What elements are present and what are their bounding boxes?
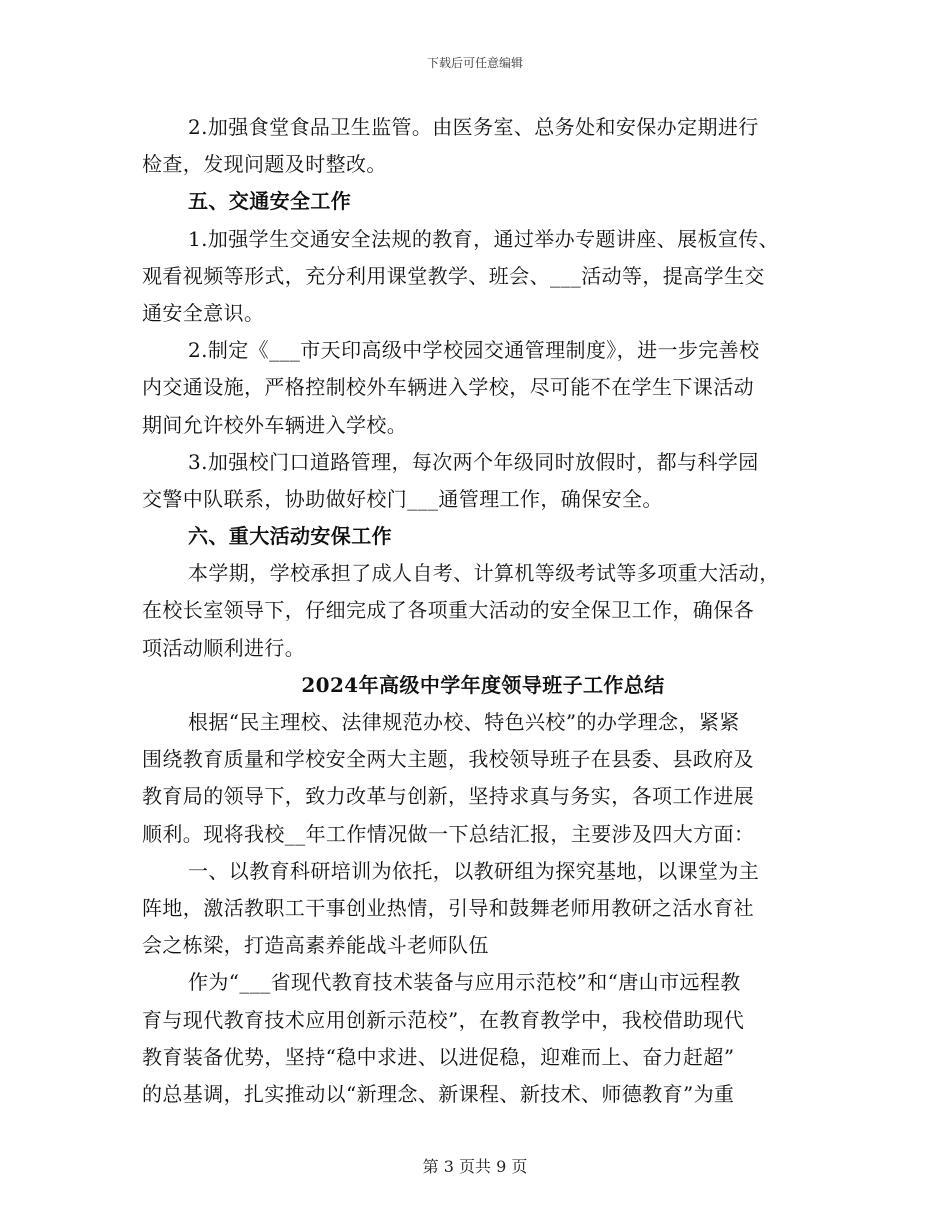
body-line: 1.加强学生交通安全法规的教育，通过举办专题讲座、展板宣传、 — [188, 226, 780, 251]
body-line: 检查，发现问题及时整改。 — [142, 152, 387, 177]
body-line: 会之栋梁，打造高素养能战斗老师队伍 — [142, 933, 489, 958]
body-line: 在校长室领导下，仔细完成了各项重大活动的安全保卫工作，确保各 — [142, 598, 754, 623]
document-body — [142, 109, 810, 1113]
body-line: 根据“民主理校、法律规范办校、特色兴校”的办学理念，紧紧 — [188, 710, 740, 734]
body-line: 2.加强食堂食品卫生监管。由医务室、总务处和安保办定期进行 — [188, 115, 759, 139]
body-line: 3.加强校门口道路管理，每次两个年级同时放假时，都与科学园 — [188, 449, 759, 474]
body-line: 项活动顺利进行。 — [142, 635, 306, 660]
body-line: 交警中队联系，协助做好校门___通管理工作，确保安全。 — [142, 486, 663, 511]
body-line: 本学期，学校承担了成人自考、计算机等级考试等多项重大活动， — [188, 561, 780, 586]
body-line: 围绕教育质量和学校安全两大主题，我校领导班子在县委、县政府及 — [142, 747, 754, 772]
body-line: 通安全意识。 — [142, 300, 265, 325]
body-line: 观看视频等形式，充分利用课堂教学、班会、___活动等，提高学生交 — [142, 263, 765, 288]
body-line: 一、以教育科研培训为依托，以教研组为探究基地，以课堂为主 — [188, 858, 760, 883]
body-line: 教育局的领导下，致力改革与创新，坚持求真与务实，各项工作进展 — [142, 784, 754, 809]
body-line: 作为“___省现代教育技术装备与应用示范校”和“唐山市远程教 — [188, 970, 741, 995]
document-title: 2024年高级中学年度领导班子工作总结 — [301, 672, 665, 697]
section-heading: 六、重大活动安保工作 — [188, 524, 392, 549]
body-line: 2.制定《___市天印高级中学校园交通管理制度》，进一步完善校 — [188, 338, 760, 363]
page-header: 下载后可任意编辑 — [426, 56, 523, 70]
page-number: 第 3 页共 9 页 — [422, 1157, 528, 1176]
body-line: 阵地，激活教职工干事创业热情，引导和鼓舞老师用教研之活水育社 — [142, 895, 754, 920]
body-line: 期间允许校外车辆进入学校。 — [142, 412, 408, 437]
body-line: 育与现代教育技术应用创新示范校”，在教育教学中，我校借助现代 — [142, 1007, 745, 1032]
section-heading: 五、交通安全工作 — [188, 189, 352, 214]
body-line: 内交通设施，严格控制校外车辆进入学校，尽可能不在学生下课活动 — [142, 375, 754, 400]
body-line: 顺利。现将我校__年工作情况做一下总结汇报，主要涉及四大方面： — [142, 821, 755, 846]
body-line: 的总基调，扎实推动以“新理念、新课程、新技术、师德教育”为重 — [142, 1081, 735, 1106]
body-line: 教育装备优势，坚持“稳中求进、以进促稳，迎难而上、奋力赶超” — [142, 1044, 735, 1069]
